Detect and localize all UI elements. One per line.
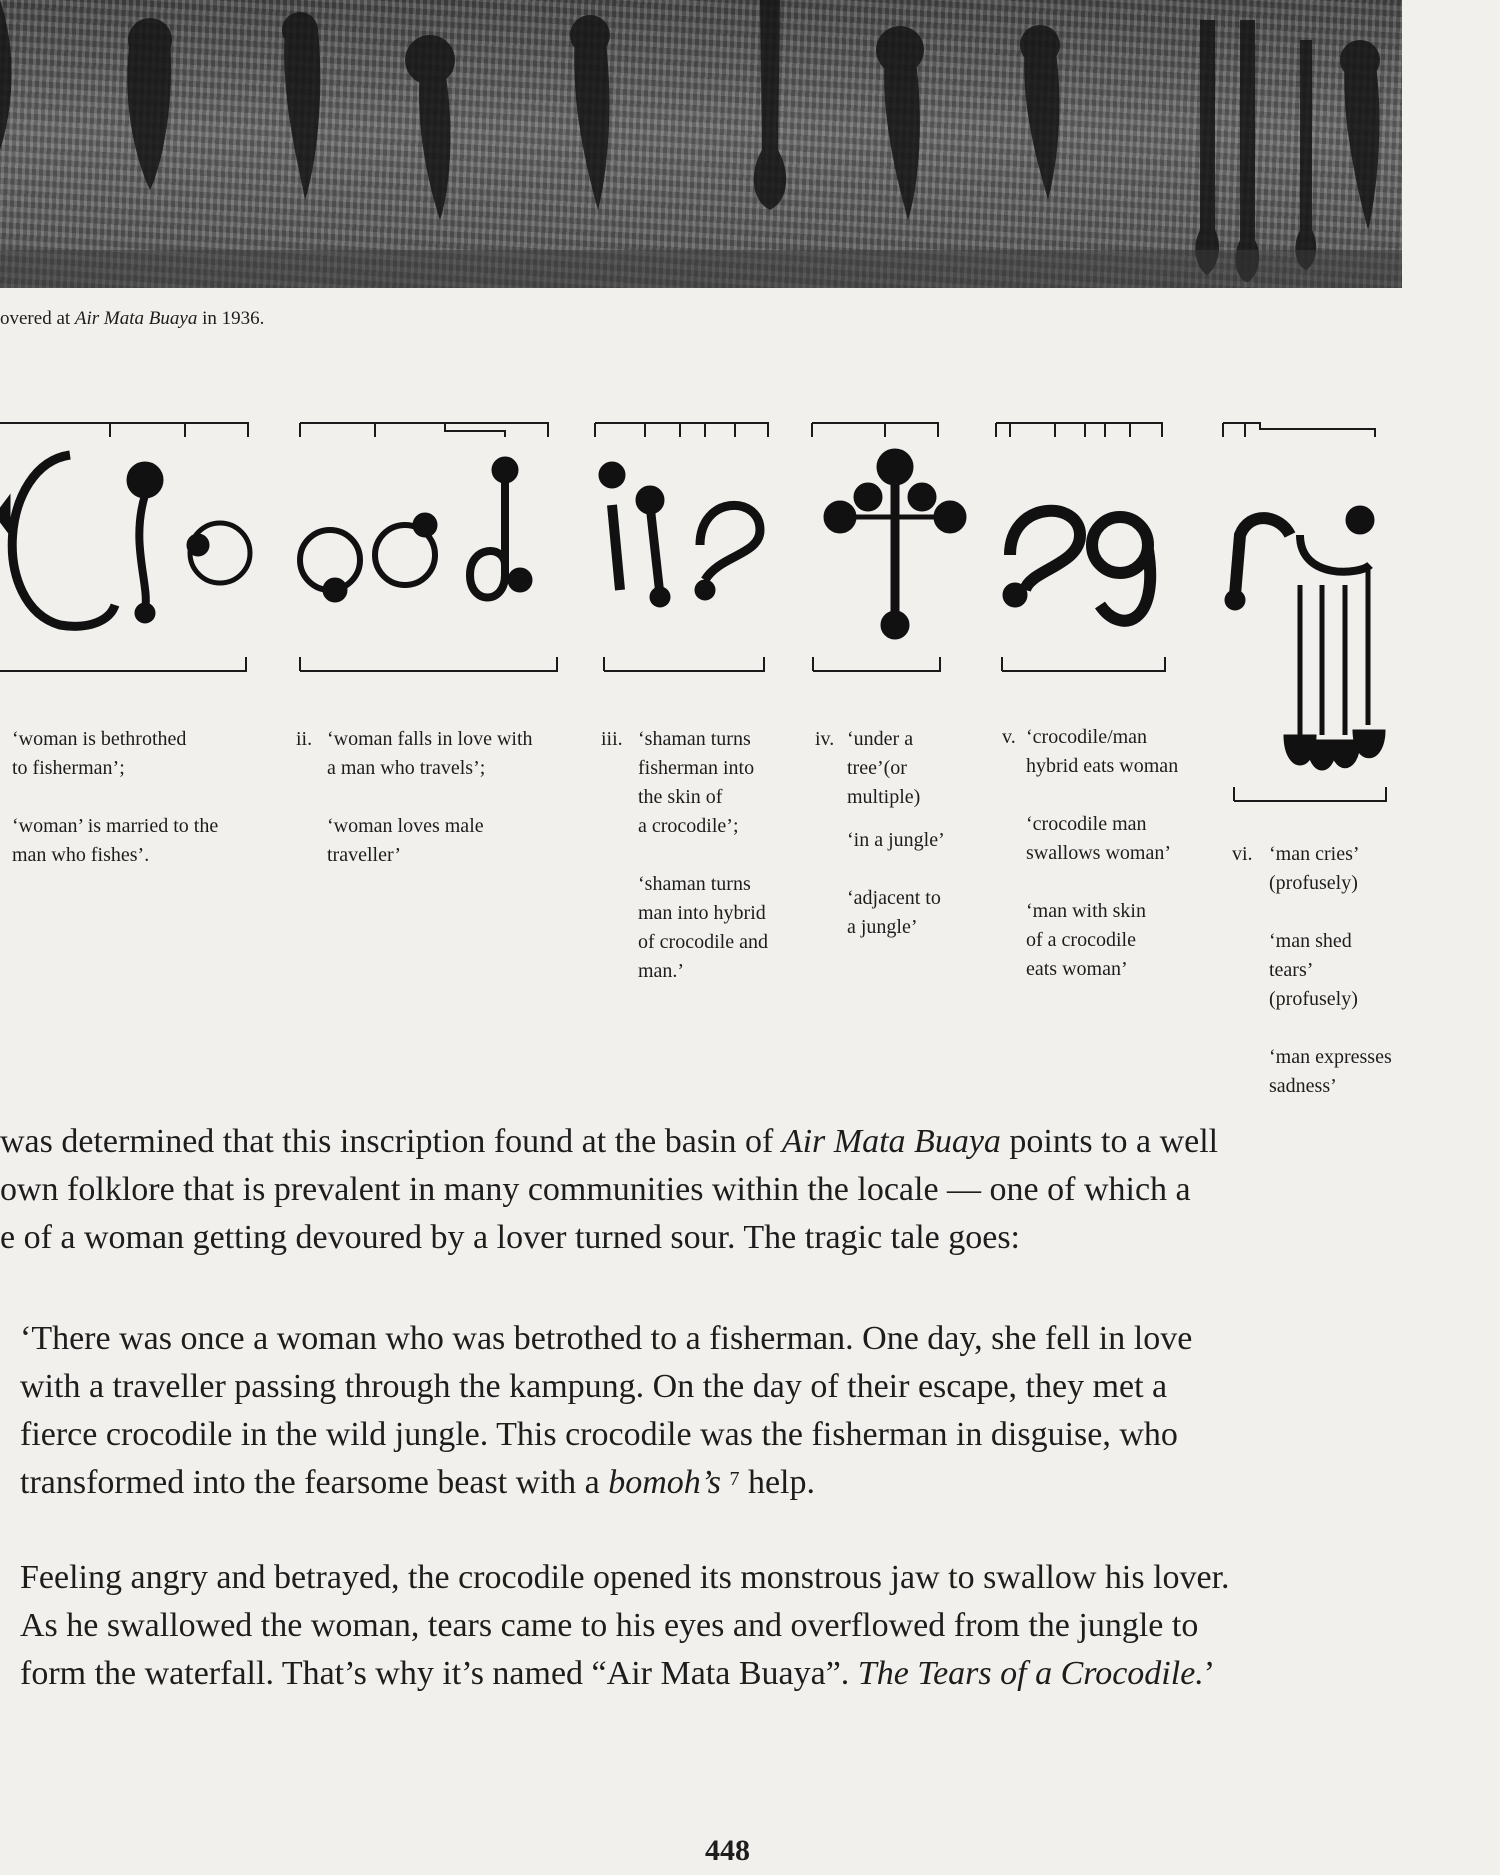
body-line-3: e of a woman getting devoured by a lover turned sour. The tragic tale goes: xyxy=(0,1219,1020,1256)
gloss-column-4 xyxy=(815,725,945,942)
caption-place: Air Mata Buaya xyxy=(74,308,198,329)
folktale-quote-paragraph-2 xyxy=(20,1554,1460,1698)
gloss-4-numeral: iv. xyxy=(815,728,835,750)
gloss-2-line-1: ‘woman falls in love with a man who travels’; xyxy=(327,728,533,779)
body-line-2: own folklore that is prevalent in many communities within the locale — one of which a xyxy=(0,1171,1191,1208)
quote1-line-4: transformed into the fearsome beast with a bomoh’s $^7$ help. xyxy=(20,1464,815,1501)
inscription-photo xyxy=(0,0,1402,288)
gloss-1-line-1: ‘woman is bethrothed to fisherman’; xyxy=(12,728,187,779)
quote2-line-3: form the waterfall. That’s why it’s named “Air Mata Buaya”. The Tears of a Crocodile.’ xyxy=(20,1655,1216,1692)
body-place-name: Air Mata Buaya xyxy=(781,1123,1001,1160)
page-number: 448 xyxy=(705,1834,750,1867)
gloss-5-line-1: ‘crocodile/man hybrid eats woman xyxy=(1026,726,1179,777)
gloss-column-6 xyxy=(1232,840,1392,1101)
gloss-1-line-2: ‘woman’ is married to the man who fishes’. xyxy=(12,815,219,866)
quote1-line-3: fierce crocodile in the wild jungle. This crocodile was the fisherman in disguise, who xyxy=(20,1416,1178,1453)
gloss-5-line-3: ‘man with skin of a crocodile eats woman’ xyxy=(1026,900,1146,980)
gloss-5-numeral: v. xyxy=(1002,726,1016,748)
quote2-line-2: As he swallowed the woman, tears came to his eyes and overflowed from the jungle to xyxy=(20,1607,1199,1644)
bomoh-term: bomoh’s xyxy=(608,1464,721,1501)
gloss-column-2 xyxy=(296,725,533,870)
caption-text-end: in 1936. xyxy=(197,308,265,329)
carving-icon xyxy=(0,0,1402,288)
gloss-5-line-2: ‘crocodile man swallows woman’ xyxy=(1026,813,1171,864)
gloss-6-line-3: ‘man expresses sadness’ xyxy=(1269,1046,1392,1097)
folktale-quote-paragraph-1 xyxy=(20,1315,1460,1507)
gloss-2-numeral: ii. xyxy=(296,728,313,750)
gloss-4-line-1: ‘under a tree’(or multiple) xyxy=(847,728,921,808)
gloss-2-line-2: ‘woman loves male traveller’ xyxy=(327,815,484,866)
photo-caption xyxy=(0,308,264,330)
gloss-4-line-3: ‘adjacent to a jungle’ xyxy=(847,887,941,938)
quote1-line-1: ‘There was once a woman who was betrothed to a fisherman. One day, she fell in love xyxy=(20,1320,1193,1357)
body-paragraph xyxy=(0,1118,1440,1262)
caption-text: overed at xyxy=(0,308,75,329)
gloss-column-1 xyxy=(12,725,218,870)
gloss-4-line-2: ‘in a jungle’ xyxy=(847,829,945,851)
gloss-3-line-2: ‘shaman turns man into hybrid of crocodile and man.’ xyxy=(638,873,768,982)
gloss-6-line-1: ‘man cries’ (profusely) xyxy=(1269,843,1360,894)
footnote-marker: 7 xyxy=(729,1468,740,1490)
gloss-6-line-2: ‘man shed tears’ (profusely) xyxy=(1269,930,1358,1010)
tale-title: The Tears of a Crocodile. xyxy=(857,1655,1204,1692)
quote1-line-2: with a traveller passing through the kampung. On the day of their escape, they met a xyxy=(20,1368,1168,1405)
body-line-1: was determined that this inscription found at the basin of Air Mata Buaya points to a well xyxy=(0,1123,1219,1160)
gloss-3-numeral: iii. xyxy=(601,728,623,750)
gloss-column-5 xyxy=(1002,723,1178,984)
quote2-line-1: Feeling angry and betrayed, the crocodile opened its monstrous jaw to swallow his lover. xyxy=(20,1559,1230,1596)
gloss-column-3 xyxy=(601,725,768,986)
gloss-6-numeral: vi. xyxy=(1232,843,1253,865)
gloss-3-line-1: ‘shaman turns fisherman into the skin of a crocodile’; xyxy=(638,728,755,837)
